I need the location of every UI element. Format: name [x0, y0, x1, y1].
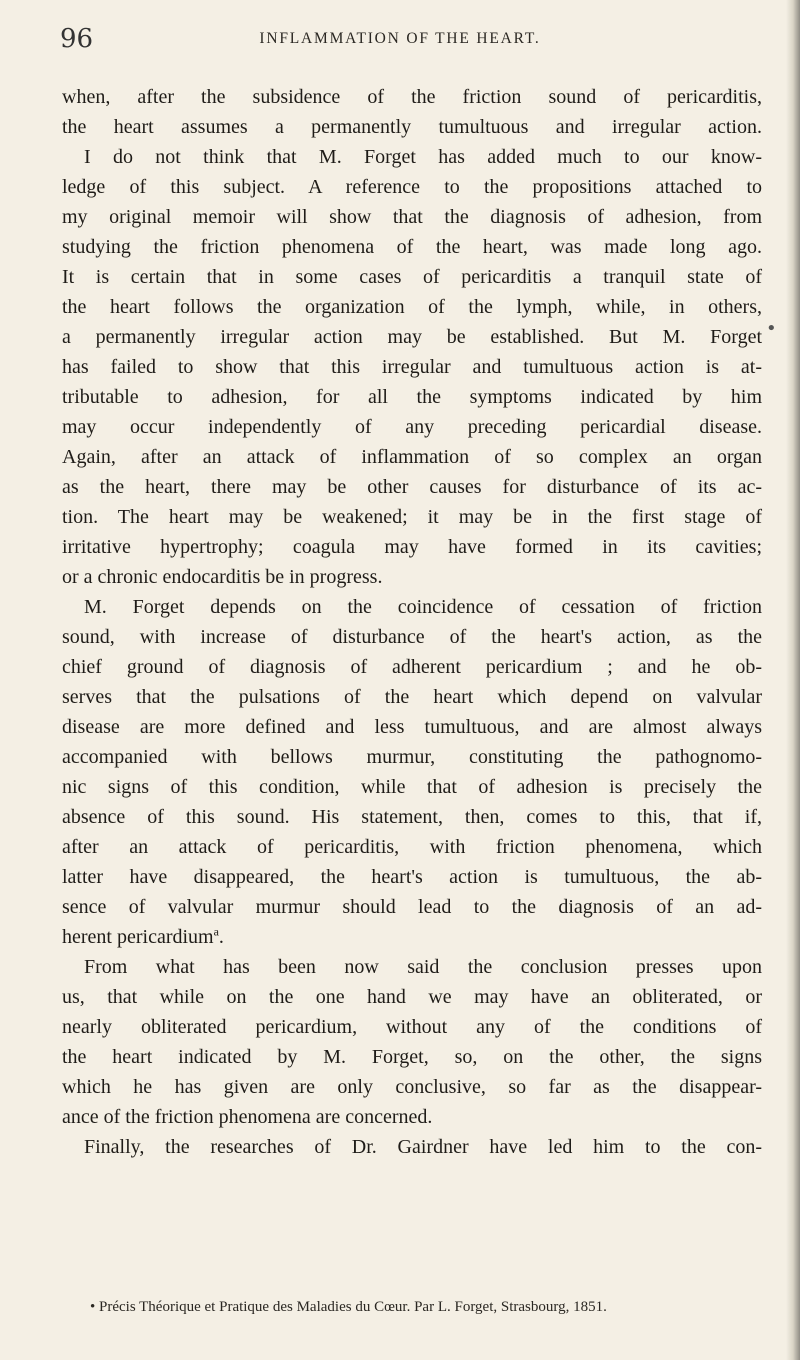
text-line: herent pericardium [62, 926, 214, 948]
page-edge-shadow [786, 0, 800, 1360]
page-number: 96 [60, 24, 94, 54]
footnote: • Précis Théorique et Pratique des Maladies du Cœur. Par L. Forget, Strasbourg, 1851. [90, 1299, 607, 1315]
text-line-with-footnote: herent pericardium$^a$. [62, 924, 224, 948]
text-line: as the heart, there may be other causes for disturbance of its ac- [62, 476, 762, 498]
text-line: It is certain that in some cases of pericarditis a tranquil state of [62, 266, 762, 288]
text-line: the heart follows the organization of the lymph, while, in others, [62, 296, 762, 318]
text-line: the heart assumes a permanently tumultuous and irregular action. [62, 116, 762, 138]
text-line: sence of valvular murmur should lead to the diagnosis of an ad- [62, 896, 762, 918]
text-line: sound, with increase of disturbance of the heart's action, as the [62, 626, 762, 648]
text-line: From what has been now said the conclusion presses upon [84, 956, 762, 978]
text-line: ledge of this subject. A reference to the propositions attached to [62, 176, 762, 198]
text-line: has failed to show that this irregular and tumultuous action is at- [62, 356, 762, 378]
text-line: disease are more defined and less tumultuous, and are almost always [62, 716, 762, 738]
text-line: absence of this sound. His statement, then, comes to this, that if, [62, 806, 762, 828]
text-line: tion. The heart may be weakened; it may be in the first stage of [62, 506, 762, 528]
text-line: accompanied with bellows murmur, constituting the pathognomo- [62, 746, 762, 768]
text-line: after an attack of pericarditis, with friction phenomena, which [62, 836, 762, 858]
text-line: nic signs of this condition, while that of adhesion is precisely the [62, 776, 762, 798]
running-head: INFLAMMATION OF THE HEART. [259, 30, 541, 47]
text-line: the heart indicated by M. Forget, so, on the other, the signs [62, 1046, 762, 1068]
text-line: us, that while on the one hand we may have an obliterated, or [62, 986, 762, 1008]
text-line: Finally, the researches of Dr. Gairdner have led him to the con- [84, 1136, 762, 1158]
text-line: tributable to adhesion, for all the symptoms indicated by him [62, 386, 762, 408]
text-line: may occur independently of any preceding pericardial disease. [62, 416, 762, 438]
text-line: irritative hypertrophy; coagula may have formed in its cavities; [62, 536, 762, 558]
text-line: M. Forget depends on the coincidence of cessation of friction [84, 596, 762, 618]
text-line: when, after the subsidence of the friction sound of pericarditis, [62, 86, 762, 108]
text-line: chief ground of diagnosis of adherent pericardium ; and he ob- [62, 656, 762, 678]
text-line: Again, after an attack of inflammation of so complex an organ [62, 446, 762, 468]
footnote-reference: a [213, 924, 219, 939]
text-line: latter have disappeared, the heart's action is tumultuous, the ab- [62, 866, 762, 888]
text-line: a permanently irregular action may be established. But M. Forget [62, 326, 762, 348]
text-line: my original memoir will show that the diagnosis of adhesion, from [62, 206, 762, 228]
text-line: or a chronic endocarditis be in progress. [62, 566, 383, 588]
text-line: ance of the friction phenomena are concerned. [62, 1106, 433, 1128]
text-line: I do not think that M. Forget has added much to our know- [84, 146, 762, 168]
margin-dot: • [766, 318, 777, 339]
text-line: studying the friction phenomena of the heart, was made long ago. [62, 236, 762, 258]
text-line: nearly obliterated pericardium, without any of the conditions of [62, 1016, 762, 1038]
text-line: serves that the pulsations of the heart which depend on valvular [62, 686, 762, 708]
page-header [60, 24, 740, 64]
text-line: which he has given are only conclusive, so far as the disappear- [62, 1076, 762, 1098]
